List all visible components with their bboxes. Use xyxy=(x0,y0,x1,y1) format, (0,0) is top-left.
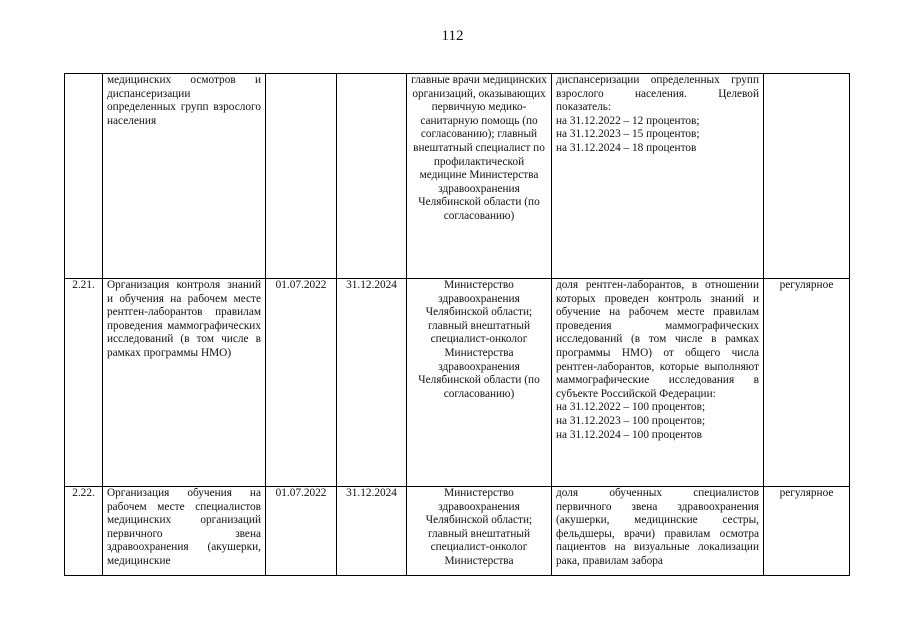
row-number-cell xyxy=(65,74,103,279)
responsible-cell: Министерство здравоохранения Челябинской области; главный внештатный специалист-онколог Министерства xyxy=(407,487,552,576)
end-date-cell: 31.12.2024 xyxy=(337,487,407,576)
activity-type-cell: регулярное xyxy=(764,487,850,576)
start-date-cell: 01.07.2022 xyxy=(266,279,337,487)
responsible-cell: Министерство здравоохранения Челябинской области; главный внештатный специалист-онколог Министерства здравоохранения Челябинской области (по согласованию) xyxy=(407,279,552,487)
table-row xyxy=(65,487,850,576)
activity-description-cell: медицинских осмотров и диспансеризации определенных групп взрослого населения xyxy=(103,74,266,279)
indicator-cell: доля обученных специалистов первичного звена здравоохранения (акушерки, медицинские сестры, фельдшеры, врачи) правилам осмотра пациентов на визуальные локализации рака, правилам забора xyxy=(552,487,764,576)
start-date-cell: 01.07.2022 xyxy=(266,487,337,576)
row-number-cell: 2.21. xyxy=(65,279,103,487)
activity-type-cell: регулярное xyxy=(764,279,850,487)
end-date-cell xyxy=(337,74,407,279)
table-row xyxy=(65,74,850,279)
table-row xyxy=(65,279,850,487)
page-number: 112 xyxy=(441,28,464,44)
row-number-cell: 2.22. xyxy=(65,487,103,576)
responsible-cell: главные врачи медицинских организаций, оказывающих первичную медико-санитарную помощь (по согласованию); главный внештатный специалист по профилактической медицине Министерства здравоохранения Челябинской области (по согласованию) xyxy=(407,74,552,279)
start-date-cell xyxy=(266,74,337,279)
indicator-cell: доля рентген-лаборантов, в отношении которых проведен контроль знаний и обучение на рабочем месте правилам проведения маммографических исследований (в том числе в рамках программы НМО) от общего числа рентген-лаборантов, которые выполняют маммографические исследования в субъекте Российской Федерации: на 31.12.2022 – 100 процентов; на 31.12.2023 – 100 процентов; на 31.12.2024 – 100 процентов xyxy=(552,279,764,487)
activity-type-cell xyxy=(764,74,850,279)
end-date-cell: 31.12.2024 xyxy=(337,279,407,487)
indicator-cell: диспансеризации определенных групп взрослого населения. Целевой показатель: на 31.12.2022 – 12 процентов; на 31.12.2023 – 15 процентов; на 31.12.2024 – 18 процентов xyxy=(552,74,764,279)
activity-description-cell: Организация контроля знаний и обучения на рабочем месте рентген-лаборантов правилам проведения маммографических исследований (в том числе в рамках программы НМО) xyxy=(103,279,266,487)
activity-description-cell: Организация обучения на рабочем месте специалистов медицинских организаций первичного звена здравоохранения (акушерки, медицинские xyxy=(103,487,266,576)
activity-plan-table xyxy=(64,73,850,576)
